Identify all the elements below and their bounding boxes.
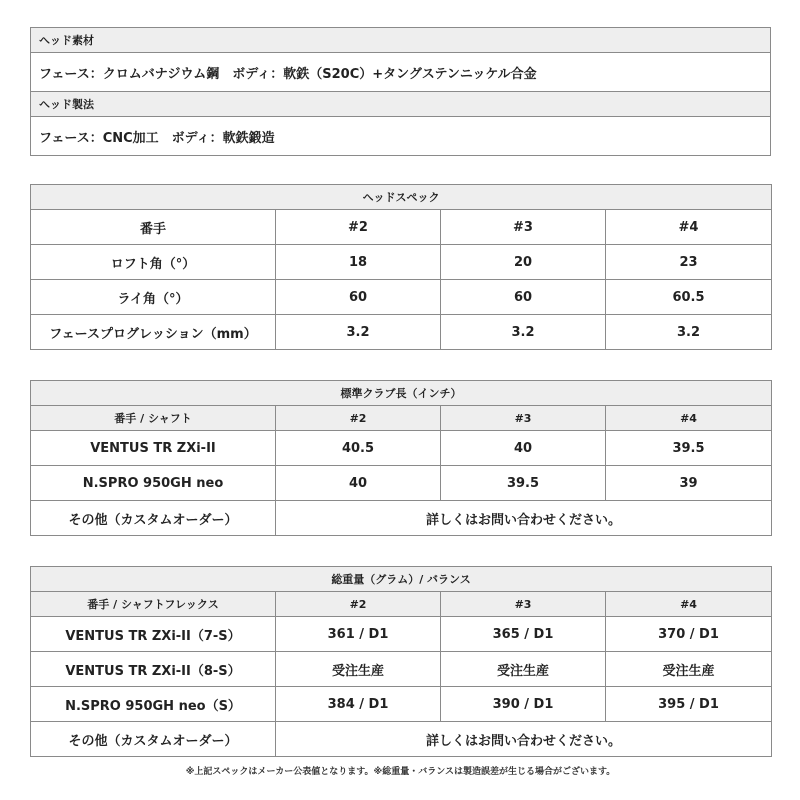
head-spec-header-row bbox=[31, 210, 772, 245]
table-cell: 60.5 bbox=[606, 280, 772, 315]
header-cell: #2 bbox=[276, 592, 441, 617]
club-length-header-row bbox=[31, 406, 772, 431]
table-cell: 40.5 bbox=[276, 431, 441, 466]
table-cell: 受注生産 bbox=[276, 652, 441, 687]
table-cell: 60 bbox=[276, 280, 441, 315]
table-cell: 39.5 bbox=[606, 431, 772, 466]
head-material-value: フェース：クロムバナジウム鋼 ボディ：軟鉄（S20C）+タングステンニッケル合金 bbox=[31, 53, 771, 92]
table-cell: 18 bbox=[276, 245, 441, 280]
header-cell: #4 bbox=[606, 406, 772, 431]
row-label: フェースプログレッション（mm） bbox=[31, 315, 276, 350]
material-table bbox=[30, 27, 771, 156]
header-cell: #2 bbox=[276, 210, 441, 245]
row-label: N.SPRO 950GH neo（S） bbox=[31, 687, 276, 722]
table-cell: 365 / D1 bbox=[441, 617, 606, 652]
header-cell: 番手 / シャフト bbox=[31, 406, 276, 431]
table-row bbox=[31, 687, 772, 722]
table-cell: 39 bbox=[606, 466, 772, 501]
material-section bbox=[30, 27, 771, 156]
table-row bbox=[31, 501, 772, 536]
table-row bbox=[31, 245, 772, 280]
table-cell: 39.5 bbox=[441, 466, 606, 501]
table-row bbox=[31, 722, 772, 757]
table-row bbox=[31, 617, 772, 652]
header-cell: #3 bbox=[441, 592, 606, 617]
manufacturing-value: フェース：CNC加工 ボディ：軟鉄鍛造 bbox=[31, 117, 771, 156]
club-length-title: 標準クラブ長（インチ） bbox=[31, 381, 772, 406]
table-cell: 23 bbox=[606, 245, 772, 280]
header-cell: 番手 bbox=[31, 210, 276, 245]
table-row bbox=[31, 280, 772, 315]
club-length-table bbox=[30, 380, 772, 536]
row-label: N.SPRO 950GH neo bbox=[31, 466, 276, 501]
table-row bbox=[31, 466, 772, 501]
row-label: ライ角（°） bbox=[31, 280, 276, 315]
footnote: ※上記スペックはメーカー公表値となります。※総重量・バランスは製造誤差が生じる場合がございます。 bbox=[185, 767, 616, 777]
weight-table bbox=[30, 566, 772, 757]
contact-note: 詳しくはお問い合わせください。 bbox=[276, 722, 772, 757]
contact-note: 詳しくはお問い合わせください。 bbox=[276, 501, 772, 536]
table-cell: 3.2 bbox=[606, 315, 772, 350]
row-label: VENTUS TR ZXi-II（7-S） bbox=[31, 617, 276, 652]
table-row bbox=[31, 315, 772, 350]
row-label: その他（カスタムオーダー） bbox=[31, 722, 276, 757]
table-cell: 370 / D1 bbox=[606, 617, 772, 652]
row-label: その他（カスタムオーダー） bbox=[31, 501, 276, 536]
table-cell: 395 / D1 bbox=[606, 687, 772, 722]
head-material-label: ヘッド素材 bbox=[31, 28, 771, 53]
header-cell: #4 bbox=[606, 210, 772, 245]
table-row bbox=[31, 652, 772, 687]
head-spec-section bbox=[30, 184, 771, 350]
weight-section bbox=[30, 566, 771, 757]
head-spec-title: ヘッドスペック bbox=[31, 185, 772, 210]
table-row bbox=[31, 431, 772, 466]
row-label: VENTUS TR ZXi-II（8-S） bbox=[31, 652, 276, 687]
table-cell: 40 bbox=[276, 466, 441, 501]
manufacturing-label: ヘッド製法 bbox=[31, 92, 771, 117]
table-cell: 390 / D1 bbox=[441, 687, 606, 722]
row-label: VENTUS TR ZXi-II bbox=[31, 431, 276, 466]
header-cell: #4 bbox=[606, 592, 772, 617]
table-cell: 3.2 bbox=[276, 315, 441, 350]
table-cell: 60 bbox=[441, 280, 606, 315]
table-cell: 361 / D1 bbox=[276, 617, 441, 652]
table-cell: 384 / D1 bbox=[276, 687, 441, 722]
table-cell: 20 bbox=[441, 245, 606, 280]
row-label: ロフト角（°） bbox=[31, 245, 276, 280]
weight-title: 総重量（グラム）/ バランス bbox=[31, 567, 772, 592]
table-cell: 3.2 bbox=[441, 315, 606, 350]
header-cell: #3 bbox=[441, 210, 606, 245]
weight-header-row bbox=[31, 592, 772, 617]
table-cell: 受注生産 bbox=[606, 652, 772, 687]
table-cell: 40 bbox=[441, 431, 606, 466]
head-spec-table bbox=[30, 184, 772, 350]
header-cell: #3 bbox=[441, 406, 606, 431]
table-cell: 受注生産 bbox=[441, 652, 606, 687]
club-length-section bbox=[30, 380, 771, 536]
header-cell: 番手 / シャフトフレックス bbox=[31, 592, 276, 617]
header-cell: #2 bbox=[276, 406, 441, 431]
